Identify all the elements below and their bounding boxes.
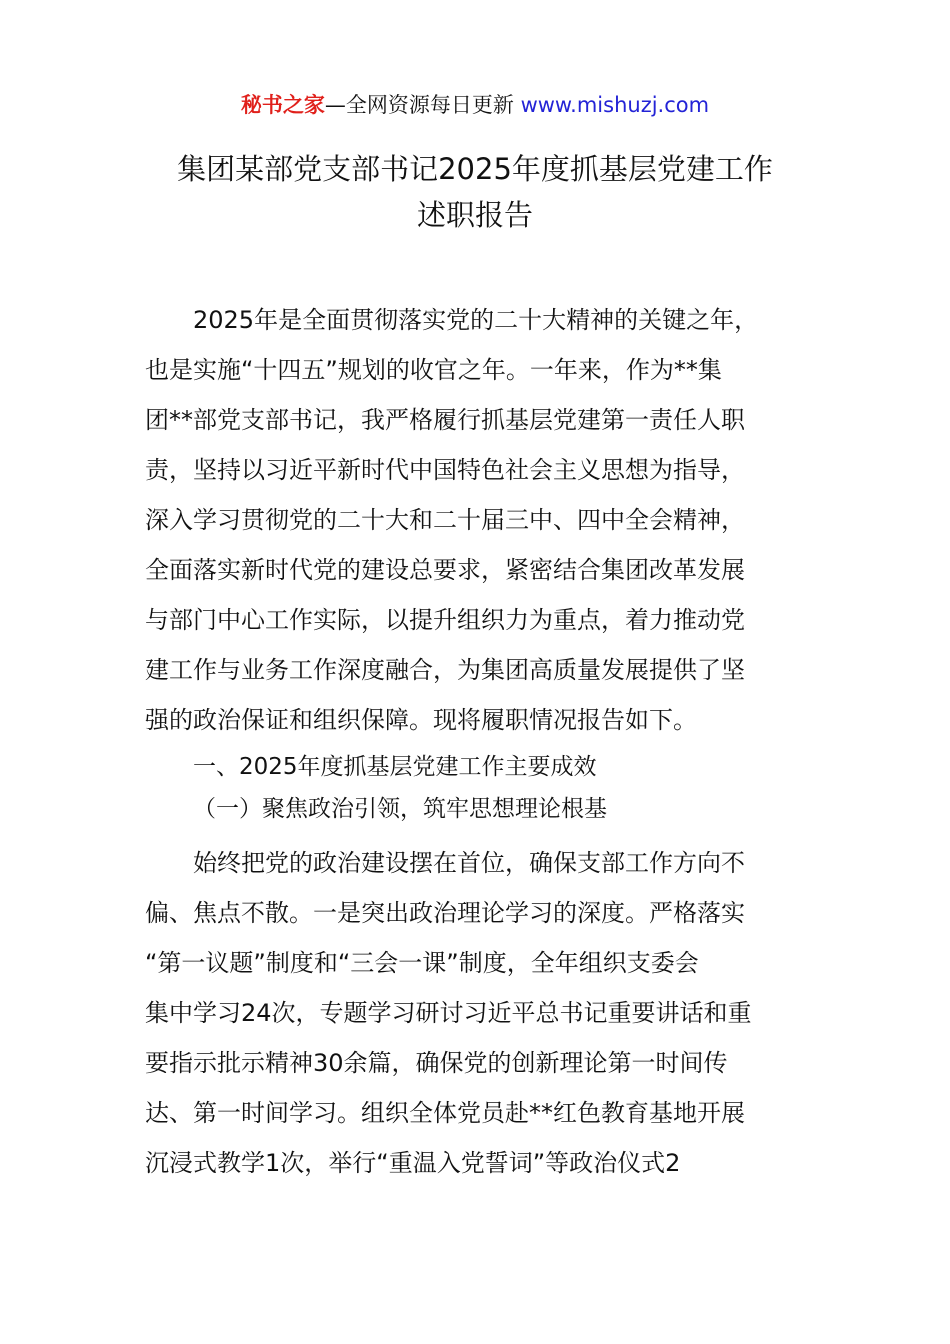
text-line: 全面落实新时代党的建设总要求，紧密结合集团改革发展 [145,556,745,584]
text-line: 2025年是全面贯彻落实党的二十大精神的关键之年， [193,306,759,334]
site-header [0,88,950,122]
text-line: 团**部党支部书记，我严格履行抓基层党建第一责任人职 [145,406,745,434]
site-url-link[interactable]: www.mishuzj.com [520,93,710,117]
section-heading-2: （一）聚焦政治引领，筑牢思想理论根基 [193,796,607,822]
text-line: 深入学习贯彻党的二十大和二十届三中、四中全会精神， [145,506,745,534]
text-line: “第一议题”制度和“三会一课”制度，全年组织支委会 [145,949,699,977]
text-line: 达、第一时间学习。组织全体党员赴**红色教育基地开展 [145,1099,745,1127]
site-brand: 秘书之家 [240,93,325,117]
section-heading-1: 一、2025年度抓基层党建工作主要成效 [193,754,597,780]
text-line: 始终把党的政治建设摆在首位，确保支部工作方向不 [193,849,745,877]
text-line: 要指示批示精神30余篇，确保党的创新理论第一时间传 [145,1049,728,1077]
site-tagline: —全网资源每日更新 [324,93,521,117]
text-line: 建工作与业务工作深度融合，为集团高质量发展提供了坚 [145,656,745,684]
text-line: 沉浸式教学1次，举行“重温入党誓词”等政治仪式2 [145,1149,681,1177]
document-title [100,146,850,238]
intro-paragraph [145,295,815,745]
text-line: 也是实施“十四五”规划的收官之年。一年来，作为**集 [145,356,722,384]
text-line: 责，坚持以习近平新时代中国特色社会主义思想为指导， [145,456,745,484]
text-line: 集中学习24次，专题学习研讨习近平总书记重要讲话和重 [145,999,752,1027]
document-body [145,295,815,1188]
title-line-2: 述职报告 [416,198,533,232]
section-paragraph [145,838,815,1188]
text-line: 与部门中心工作实际，以提升组织力为重点，着力推动党 [145,606,745,634]
text-line: 偏、焦点不散。一是突出政治理论学习的深度。严格落实 [145,899,745,927]
text-line: 强的政治保证和组织保障。现将履职情况报告如下。 [145,706,697,734]
title-line-1: 集团某部党支部书记2025年度抓基层党建工作 [177,152,773,186]
